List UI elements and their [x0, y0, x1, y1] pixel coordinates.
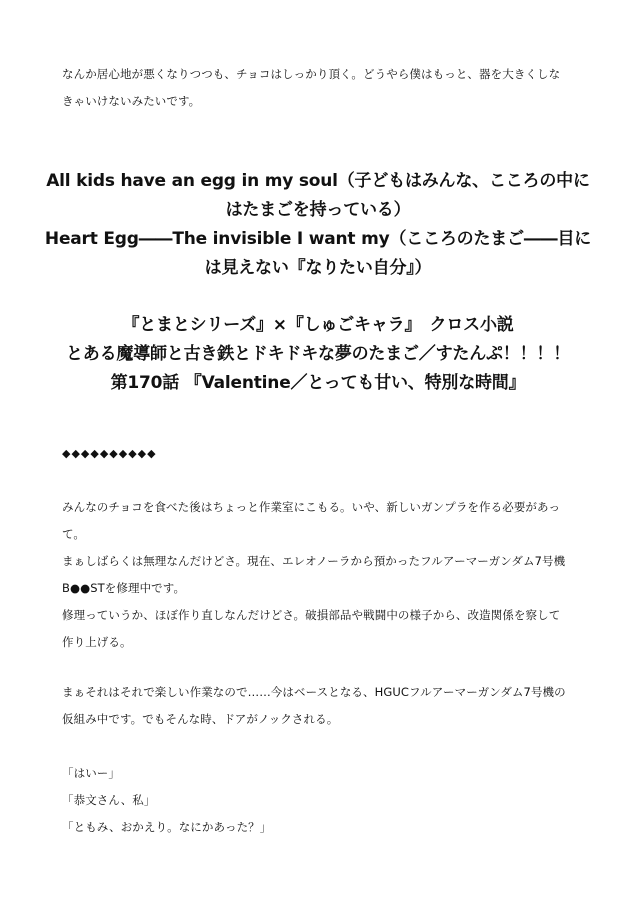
heading-block	[0, 167, 636, 283]
text-line: 修理っていうか、ほぼ作り直しなんだけどさ。破損部品や戦闘中の様子から、改造関係を察して	[62, 608, 561, 622]
text-line: きゃいけないみたいです。	[62, 94, 201, 108]
dialogue-line: 「恭文さん、私」	[62, 793, 156, 807]
text-line: まぁそれはそれで楽しい作業なので……今はベースとなる、HGUCフルアーマーガンダム7号機の	[62, 685, 566, 699]
intro-paragraph	[62, 61, 582, 115]
series-title-line: 『とまとシリーズ』×『しゅごキャラ』 クロス小説	[122, 315, 514, 335]
text-line: 作り上げる。	[62, 635, 132, 649]
text-line: B●●STを修理中です。	[62, 581, 186, 595]
heading-line: Heart Egg――The invisible I want my（こころのたまご――目に	[44, 229, 592, 249]
dialogue-block	[62, 760, 582, 841]
heading-line: は見えない『なりたい自分』）	[204, 258, 432, 278]
text-line: 仮組み中です。でもそんな時、ドアがノックされる。	[62, 712, 339, 726]
text-line: みんなのチョコを食べた後はちょっと作業室にこもる。いや、新しいガンプラを作る必要があっ	[62, 500, 561, 514]
text-line: て。	[62, 527, 85, 541]
heading-line: はたまごを持っている）	[225, 200, 411, 220]
text-line: まぁしばらくは無理なんだけどさ。現在、エレオノーラから預かったフルアーマーガンダム7号機	[62, 554, 566, 568]
series-title-line: とある魔導師と古き鉄とドキドキな夢のたまご／すたんぷ！！！！	[66, 344, 570, 364]
section-divider: ◆◆◆◆◆◆◆◆◆◆	[62, 447, 157, 460]
series-title-line: 第170話 『Valentine／とっても甘い、特別な時間』	[110, 373, 526, 393]
dialogue-line: 「はいー」	[62, 766, 120, 780]
text-line: なんか居心地が悪くなりつつも、チョコはしっかり頂く。どうやら僕はもっと、器を大きくしな	[62, 67, 561, 81]
body-paragraph-1	[62, 494, 582, 656]
body-paragraph-2	[62, 679, 582, 733]
series-title-block	[0, 311, 636, 398]
dialogue-line: 「ともみ、おかえり。なにかあった？」	[62, 820, 272, 834]
heading-line: All kids have an egg in my soul（子どもはみんな、こころの中に	[46, 171, 590, 191]
